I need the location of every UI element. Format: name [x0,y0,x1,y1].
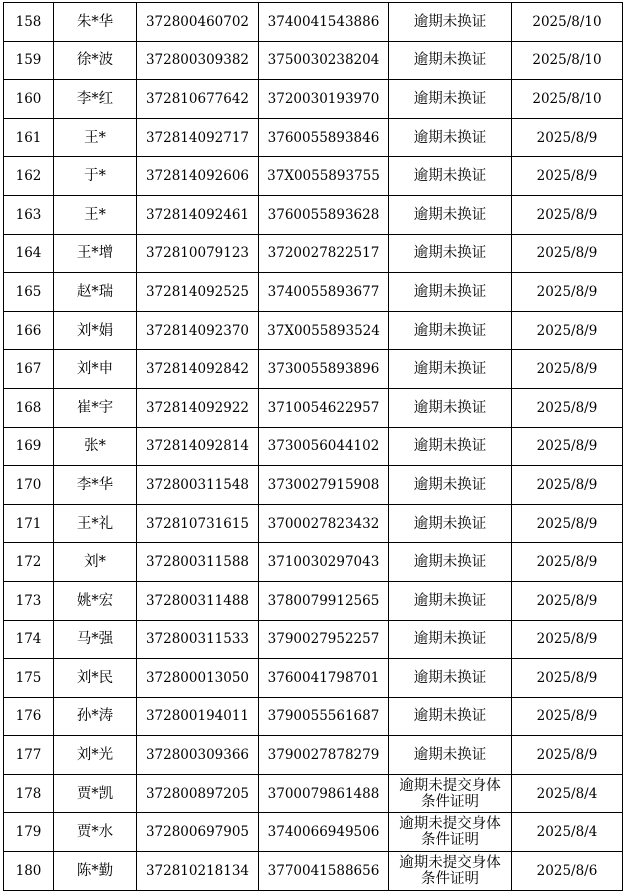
date-cell: 2025/8/9 [512,350,623,389]
date-cell: 2025/8/4 [512,774,623,813]
id-number-cell: 372800311488 [137,581,259,620]
date-cell: 2025/8/9 [512,234,623,273]
id-number-cell: 372800309382 [137,41,259,80]
table-row [4,659,623,698]
row-number-cell: 176 [4,697,54,736]
id-number-cell: 372814092461 [137,195,259,234]
row-number-cell: 164 [4,234,54,273]
license-number-cell: 3740066949506 [259,813,389,852]
table-row [4,427,623,466]
date-cell: 2025/8/9 [512,466,623,505]
license-number-cell: 3710054622957 [259,388,389,427]
license-number-cell: 3790055561687 [259,697,389,736]
id-number-cell: 372810079123 [137,234,259,273]
license-number-cell: 3720027822517 [259,234,389,273]
row-number-cell: 158 [4,3,54,42]
reason-cell: 逾期未换证 [389,118,512,157]
reason-cell: 逾期未换证 [389,80,512,119]
date-cell: 2025/8/9 [512,620,623,659]
date-cell: 2025/8/9 [512,697,623,736]
name-cell: 王*增 [54,234,137,273]
row-number-cell: 175 [4,659,54,698]
license-number-cell: 37X0055893755 [259,157,389,196]
date-cell: 2025/8/9 [512,311,623,350]
row-number-cell: 165 [4,273,54,312]
row-number-cell: 179 [4,813,54,852]
date-cell: 2025/8/9 [512,504,623,543]
table-row [4,852,623,891]
name-cell: 李*华 [54,466,137,505]
date-cell: 2025/8/9 [512,736,623,775]
date-cell: 2025/8/9 [512,659,623,698]
license-number-cell: 3740055893677 [259,273,389,312]
id-number-cell: 372800309366 [137,736,259,775]
table-row [4,813,623,852]
table-row [4,273,623,312]
name-cell: 马*强 [54,620,137,659]
reason-cell: 逾期未换证 [389,157,512,196]
reason-cell: 逾期未换证 [389,697,512,736]
license-number-cell: 3720030193970 [259,80,389,119]
row-number-cell: 170 [4,466,54,505]
table-row [4,311,623,350]
id-number-cell: 372810677642 [137,80,259,119]
reason-cell: 逾期未提交身体条件证明 [389,774,512,813]
name-cell: 崔*宇 [54,388,137,427]
license-number-cell: 3730056044102 [259,427,389,466]
name-cell: 刘*申 [54,350,137,389]
reason-cell: 逾期未换证 [389,427,512,466]
table-row [4,350,623,389]
date-cell: 2025/8/9 [512,118,623,157]
license-number-cell: 3760055893628 [259,195,389,234]
id-number-cell: 372800311548 [137,466,259,505]
license-number-cell: 3780079912565 [259,581,389,620]
table-row [4,3,623,42]
row-number-cell: 162 [4,157,54,196]
reason-cell: 逾期未换证 [389,350,512,389]
name-cell: 贾*凯 [54,774,137,813]
name-cell: 刘*民 [54,659,137,698]
license-number-cell: 3760041798701 [259,659,389,698]
id-number-cell: 372800897205 [137,774,259,813]
table-row [4,118,623,157]
license-number-cell: 37X0055893524 [259,311,389,350]
reason-cell: 逾期未换证 [389,311,512,350]
reason-cell: 逾期未换证 [389,273,512,312]
records-table-body [4,3,623,891]
row-number-cell: 177 [4,736,54,775]
license-number-cell: 3770041588656 [259,852,389,891]
row-number-cell: 163 [4,195,54,234]
table-row [4,736,623,775]
records-table [3,2,623,891]
name-cell: 王*礼 [54,504,137,543]
id-number-cell: 372800013050 [137,659,259,698]
row-number-cell: 178 [4,774,54,813]
table-row [4,157,623,196]
date-cell: 2025/8/9 [512,273,623,312]
id-number-cell: 372800194011 [137,697,259,736]
reason-cell: 逾期未换证 [389,195,512,234]
reason-cell: 逾期未换证 [389,736,512,775]
table-row [4,466,623,505]
date-cell: 2025/8/9 [512,543,623,582]
id-number-cell: 372814092370 [137,311,259,350]
id-number-cell: 372800460702 [137,3,259,42]
date-cell: 2025/8/4 [512,813,623,852]
name-cell: 于* [54,157,137,196]
id-number-cell: 372810731615 [137,504,259,543]
table-row [4,774,623,813]
date-cell: 2025/8/6 [512,852,623,891]
id-number-cell: 372814092525 [137,273,259,312]
date-cell: 2025/8/9 [512,427,623,466]
license-number-cell: 3750030238204 [259,41,389,80]
id-number-cell: 372800311588 [137,543,259,582]
table-row [4,388,623,427]
row-number-cell: 171 [4,504,54,543]
name-cell: 朱*华 [54,3,137,42]
license-number-cell: 3730055893896 [259,350,389,389]
reason-cell: 逾期未提交身体条件证明 [389,813,512,852]
name-cell: 刘*娟 [54,311,137,350]
table-row [4,195,623,234]
date-cell: 2025/8/9 [512,581,623,620]
name-cell: 姚*宏 [54,581,137,620]
name-cell: 陈*勤 [54,852,137,891]
table-row [4,504,623,543]
table-row [4,234,623,273]
license-number-cell: 3700079861488 [259,774,389,813]
row-number-cell: 159 [4,41,54,80]
row-number-cell: 168 [4,388,54,427]
table-row [4,620,623,659]
table-row [4,80,623,119]
name-cell: 贾*水 [54,813,137,852]
name-cell: 李*红 [54,80,137,119]
date-cell: 2025/8/9 [512,388,623,427]
row-number-cell: 161 [4,118,54,157]
license-number-cell: 3790027878279 [259,736,389,775]
reason-cell: 逾期未换证 [389,388,512,427]
id-number-cell: 372800311533 [137,620,259,659]
row-number-cell: 166 [4,311,54,350]
reason-cell: 逾期未换证 [389,466,512,505]
reason-cell: 逾期未换证 [389,543,512,582]
id-number-cell: 372800697905 [137,813,259,852]
license-number-cell: 3790027952257 [259,620,389,659]
reason-cell: 逾期未换证 [389,620,512,659]
name-cell: 王* [54,118,137,157]
name-cell: 刘*光 [54,736,137,775]
row-number-cell: 172 [4,543,54,582]
name-cell: 张* [54,427,137,466]
reason-cell: 逾期未换证 [389,581,512,620]
reason-cell: 逾期未换证 [389,3,512,42]
date-cell: 2025/8/9 [512,157,623,196]
license-number-cell: 3740041543886 [259,3,389,42]
name-cell: 刘* [54,543,137,582]
row-number-cell: 173 [4,581,54,620]
id-number-cell: 372814092606 [137,157,259,196]
date-cell: 2025/8/10 [512,3,623,42]
table-row [4,41,623,80]
license-number-cell: 3710030297043 [259,543,389,582]
id-number-cell: 372810218134 [137,852,259,891]
row-number-cell: 167 [4,350,54,389]
name-cell: 徐*波 [54,41,137,80]
reason-cell: 逾期未提交身体条件证明 [389,852,512,891]
reason-cell: 逾期未换证 [389,234,512,273]
table-row [4,581,623,620]
table-row [4,697,623,736]
license-number-cell: 3700027823432 [259,504,389,543]
name-cell: 赵*瑞 [54,273,137,312]
date-cell: 2025/8/10 [512,41,623,80]
reason-cell: 逾期未换证 [389,659,512,698]
row-number-cell: 160 [4,80,54,119]
id-number-cell: 372814092814 [137,427,259,466]
name-cell: 孙*涛 [54,697,137,736]
date-cell: 2025/8/9 [512,195,623,234]
table-row [4,543,623,582]
id-number-cell: 372814092842 [137,350,259,389]
license-number-cell: 3760055893846 [259,118,389,157]
row-number-cell: 180 [4,852,54,891]
date-cell: 2025/8/10 [512,80,623,119]
reason-cell: 逾期未换证 [389,41,512,80]
row-number-cell: 174 [4,620,54,659]
name-cell: 王* [54,195,137,234]
reason-cell: 逾期未换证 [389,504,512,543]
row-number-cell: 169 [4,427,54,466]
license-number-cell: 3730027915908 [259,466,389,505]
id-number-cell: 372814092717 [137,118,259,157]
id-number-cell: 372814092922 [137,388,259,427]
